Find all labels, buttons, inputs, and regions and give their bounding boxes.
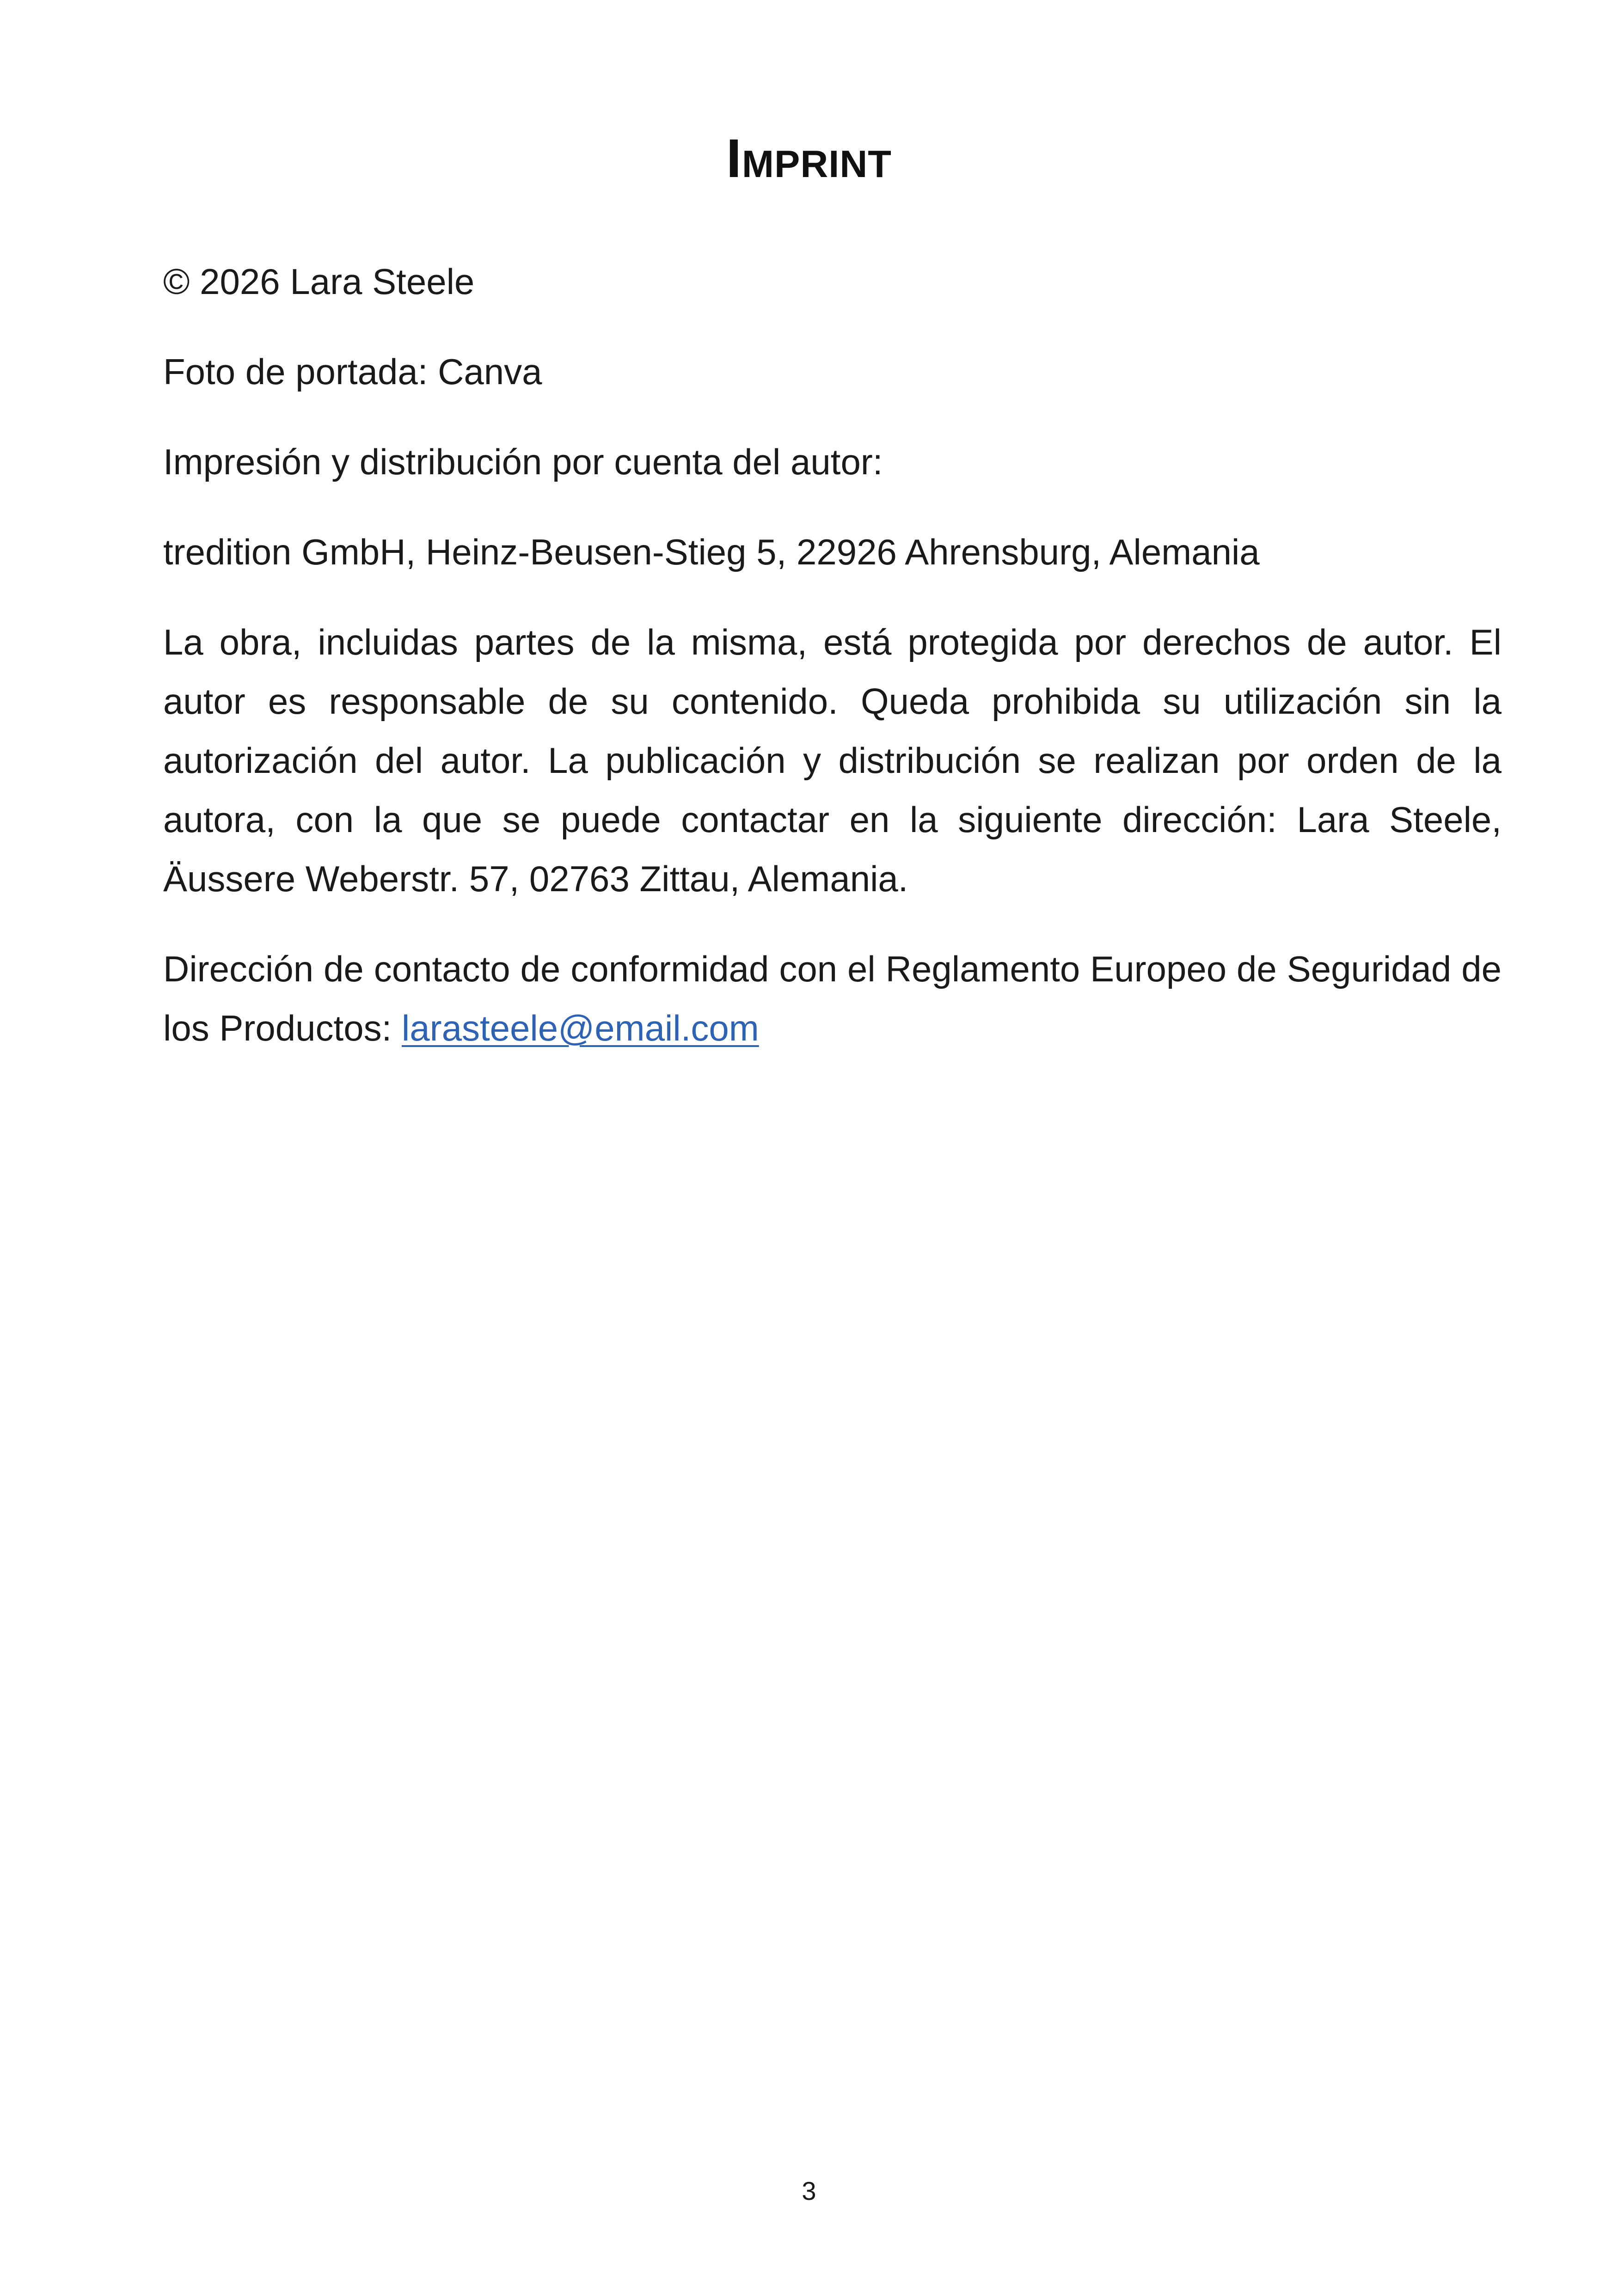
imprint-body bbox=[163, 252, 1502, 1089]
printing-note: Impresión y distribución por cuenta del autor: bbox=[163, 441, 883, 482]
contact-email-link[interactable]: larasteele@email.com bbox=[401, 1008, 759, 1048]
publisher-address: tredition GmbH, Heinz-Beusen-Stieg 5, 22926 Ahrensburg, Alemania bbox=[163, 532, 1260, 572]
page-title: Imprint bbox=[726, 128, 892, 189]
contact-text: Dirección de contacto de conformidad con el Reglamento Europeo de Seguridad de los Productos: bbox=[163, 949, 1502, 1048]
contact-paragraph bbox=[163, 939, 1502, 1058]
page-number: 3 bbox=[802, 2176, 816, 2205]
copyright-line: © 2026 Lara Steele bbox=[163, 261, 475, 302]
cover-photo-credit: Foto de portada: Canva bbox=[163, 351, 542, 392]
rights-paragraph: La obra, incluidas partes de la misma, está protegida por derechos de autor. El autor es responsable de su contenido. Queda prohibida su utilización sin la autorización del autor. La publicación y distribución se realizan por orden de la autora, con la que se puede contactar en la siguiente dirección: Lara Steele, Äussere Weberstr. 57, 02763 Zittau, Alemania. bbox=[163, 622, 1502, 899]
